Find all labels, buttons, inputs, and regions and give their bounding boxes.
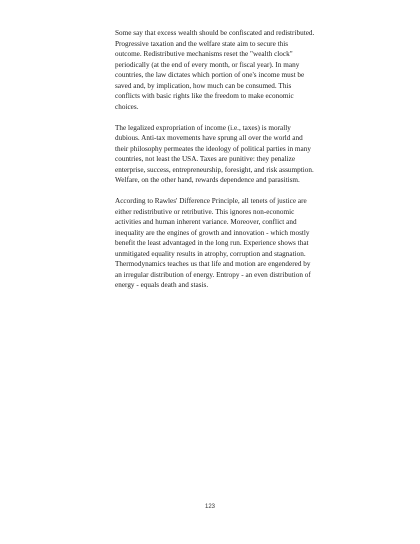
body-text xyxy=(115,28,315,301)
paragraph-1: Some say that excess wealth should be confiscated and redistributed. Progressive taxation and the welfare state aim to secure this outcome. Redistributive mechanisms reset the "wealth clock" periodically (at the end of every month, or fiscal year). In many countries, the law dictates which portion of one's income must be saved and, by implication, how much can be consumed. This conflicts with basic rights like the freedom to make economic choices. xyxy=(115,29,315,111)
paragraph-2: The legalized expropriation of income (i.e., taxes) is morally dubious. Anti-tax movements have sprung all over the world and their philosophy permeates the ideology of political parties in many countries, not least the USA. Taxes are punitive: they penalize enterprise, success, entrepreneurship, foresight, and risk assumption. Welfare, on the other hand, rewards dependence and parasitism. xyxy=(115,123,314,184)
paragraph-3: According to Rawles' Difference Principle, all tenets of justice are either redistributive or retributive. This ignores non-economic activities and human inherent variance. Moreover, conflict and inequality are the engines of growth and innovation - which mostly benefit the least advantaged in the long run. Experience shows that unmitigated equality results in atrophy, corruption and stagnation. Thermodynamics teaches us that life and motion are engendered by an irregular distribution of energy. Entropy - an even distribution of energy - equals death and stasis. xyxy=(115,197,311,289)
page-number: 123 xyxy=(204,504,215,510)
